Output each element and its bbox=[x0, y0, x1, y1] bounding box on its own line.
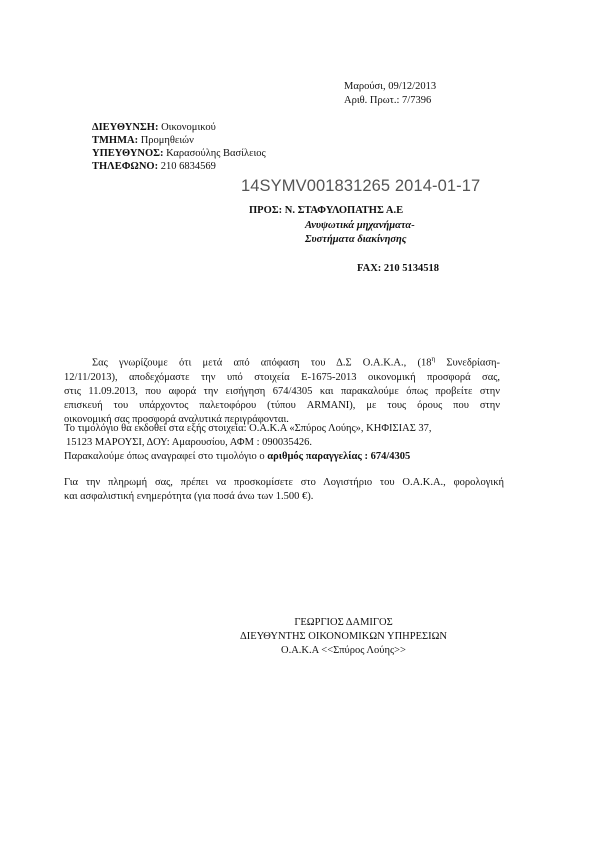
text-span: Συνεδρίαση- bbox=[435, 357, 500, 369]
paragraph-line: Για την πληρωμή σας, πρέπει να προσκομίσετε στο Λογιστήριο του Ο.Α.Κ.Α., φορολογική bbox=[64, 477, 504, 488]
paragraph-line: και ασφαλιστική ενημερότητα (για ποσά άνω των 1.500 €). bbox=[64, 491, 314, 502]
place-date: Μαρούσι, 09/12/2013 bbox=[344, 81, 437, 92]
paragraph-payment bbox=[64, 476, 504, 504]
text-span: Σας γνωρίζουμε ότι μετά από απόφαση του Δ.Σ Ο.Α.Κ.Α., (18 bbox=[92, 357, 432, 369]
paragraph-line: 15123 ΜΑΡΟΥΣΙ, ΔΟΥ: Αμαρουσίου, ΑΦΜ : 090035426. bbox=[66, 437, 312, 448]
signature-org: Ο.Α.Κ.Α <<Σπύρος Λούης>> bbox=[281, 645, 406, 656]
paragraph-line: στις 11.09.2013, που αφορά την εισήγηση 674/4305 και παρακαλούμε όπως προβείτε στην bbox=[64, 385, 500, 397]
phone-value: 210 6834569 bbox=[160, 161, 216, 172]
paragraph-decision bbox=[64, 352, 500, 427]
section-label: ΤΜΗΜΑ: bbox=[92, 135, 139, 146]
registry-stamp: 14SYMV001831265 2014-01-17 bbox=[241, 177, 481, 195]
recipient-line2: Συστήματα διακίνησης bbox=[305, 234, 407, 245]
responsible-line bbox=[92, 147, 266, 160]
paragraph-line: οικονομική σας προσφορά αναλυτικά περιγράφονται. bbox=[64, 413, 289, 425]
paragraph-line: Το τιμολόγιο θα εκδοθεί στα εξής στοιχεία: Ο.Α.Κ.Α «Σπύρος Λούης», ΚΗΦΙΣΙΑΣ 37, bbox=[64, 423, 432, 434]
section-line bbox=[92, 134, 194, 147]
paragraph-invoice bbox=[64, 422, 504, 464]
recipient-to: ΠΡΟΣ: Ν. ΣΤΑΦΥΛΟΠΑΤΗΣ Α.Ε bbox=[249, 205, 404, 216]
direction-label: ΔΙΕΥΘΥΝΣΗ: bbox=[92, 122, 159, 133]
direction-value: Οικονομικού bbox=[161, 122, 216, 133]
paragraph-line: 12/11/2013), αποδεχόμαστε την υπό στοιχεία Ε-1675-2013 οικονομική προσφορά σας, bbox=[64, 371, 500, 383]
recipient-fax: FAX: 210 5134518 bbox=[357, 263, 440, 274]
phone-label: ΤΗΛΕΦΩΝΟ: bbox=[92, 161, 159, 172]
direction-line bbox=[92, 121, 216, 134]
phone-line bbox=[92, 160, 216, 173]
superscript: η bbox=[431, 355, 436, 363]
signature-title: ΔΙΕΥΘΥΝΤΗΣ ΟΙΚΟΝΟΜΙΚΩΝ ΥΠΗΡΕΣΙΩΝ bbox=[240, 631, 447, 642]
paragraph-line: επισκευή του υπάρχοντος παλετοφόρου (τύπου ARMANI), με τους όρους που στην bbox=[64, 399, 500, 411]
section-value: Προμηθειών bbox=[140, 135, 194, 146]
order-number: αριθμός παραγγελίας : 674/4305 bbox=[267, 451, 411, 462]
signature-name: ΓΕΩΡΓΙΟΣ ΔΑΜΙΓΟΣ bbox=[294, 617, 393, 628]
paragraph-line bbox=[64, 450, 504, 464]
recipient-line1: Ανυψωτικά μηχανήματα- bbox=[305, 220, 415, 231]
responsible-value: Καρασούλης Βασίλειος bbox=[166, 148, 266, 159]
text-span: Παρακαλούμε όπως αναγραφεί στο τιμολόγιο ο bbox=[64, 451, 268, 462]
responsible-label: ΥΠΕΥΘΥΝΟΣ: bbox=[92, 148, 164, 159]
paragraph-line bbox=[64, 352, 500, 371]
protocol-number: Αριθ. Πρωτ.: 7/7396 bbox=[344, 95, 432, 106]
